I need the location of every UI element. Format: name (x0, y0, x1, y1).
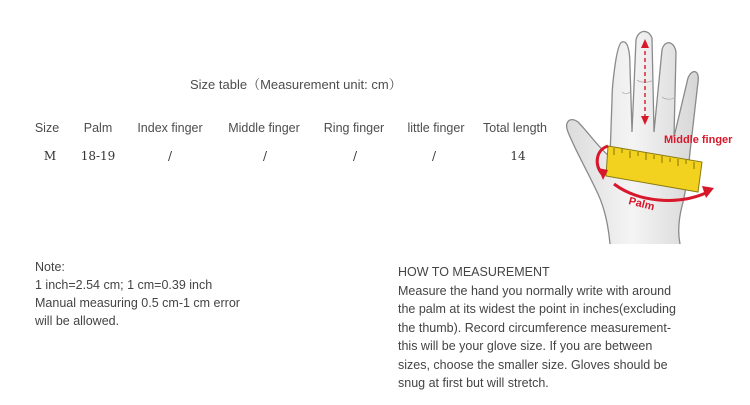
middle-finger-label: Middle finger (664, 134, 733, 146)
howto-line: this will be your glove size. If you are between (398, 339, 653, 353)
cell-total: 14 (510, 149, 526, 163)
cell-little: / (431, 149, 437, 163)
howto-line: sizes, choose the smaller size. Gloves should be (398, 357, 668, 372)
header-index: Index finger (137, 121, 203, 135)
howto-line: Measure the hand you normally write with around (398, 283, 672, 298)
cell-index: / (167, 149, 173, 163)
palm-label: Palm (627, 195, 656, 214)
header-size: Size (34, 121, 60, 135)
howto-line: the thumb). Record circumference measurement- (398, 320, 672, 335)
header-middle: Middle finger (228, 121, 300, 135)
header-ring: Ring finger (323, 121, 385, 135)
howto-line: the palm at its widest the point in inches(excluding (398, 302, 676, 316)
size-table-title: Size table（Measurement unit: cm） (190, 77, 402, 92)
howto-heading: HOW TO MEASUREMENT (398, 265, 550, 279)
howto-block (398, 263, 728, 393)
cell-ring: / (352, 149, 358, 163)
hand-measurement-diagram (558, 22, 748, 252)
note-line: will be allowed. (35, 314, 120, 328)
cell-middle: / (262, 149, 268, 163)
header-total: Total length (483, 121, 547, 135)
note-block (35, 258, 335, 330)
note-heading: Note: (35, 260, 65, 274)
header-little: little finger (407, 121, 465, 135)
cell-palm: 18-19 (80, 149, 116, 163)
note-line: Manual measuring 0.5 cm-1 cm error (35, 296, 240, 310)
note-line: 1 inch=2.54 cm; 1 cm=0.39 inch (35, 278, 213, 292)
header-palm: Palm (83, 121, 113, 135)
cell-size: M (43, 149, 57, 163)
howto-line: snug at first but will stretch. (398, 376, 549, 390)
